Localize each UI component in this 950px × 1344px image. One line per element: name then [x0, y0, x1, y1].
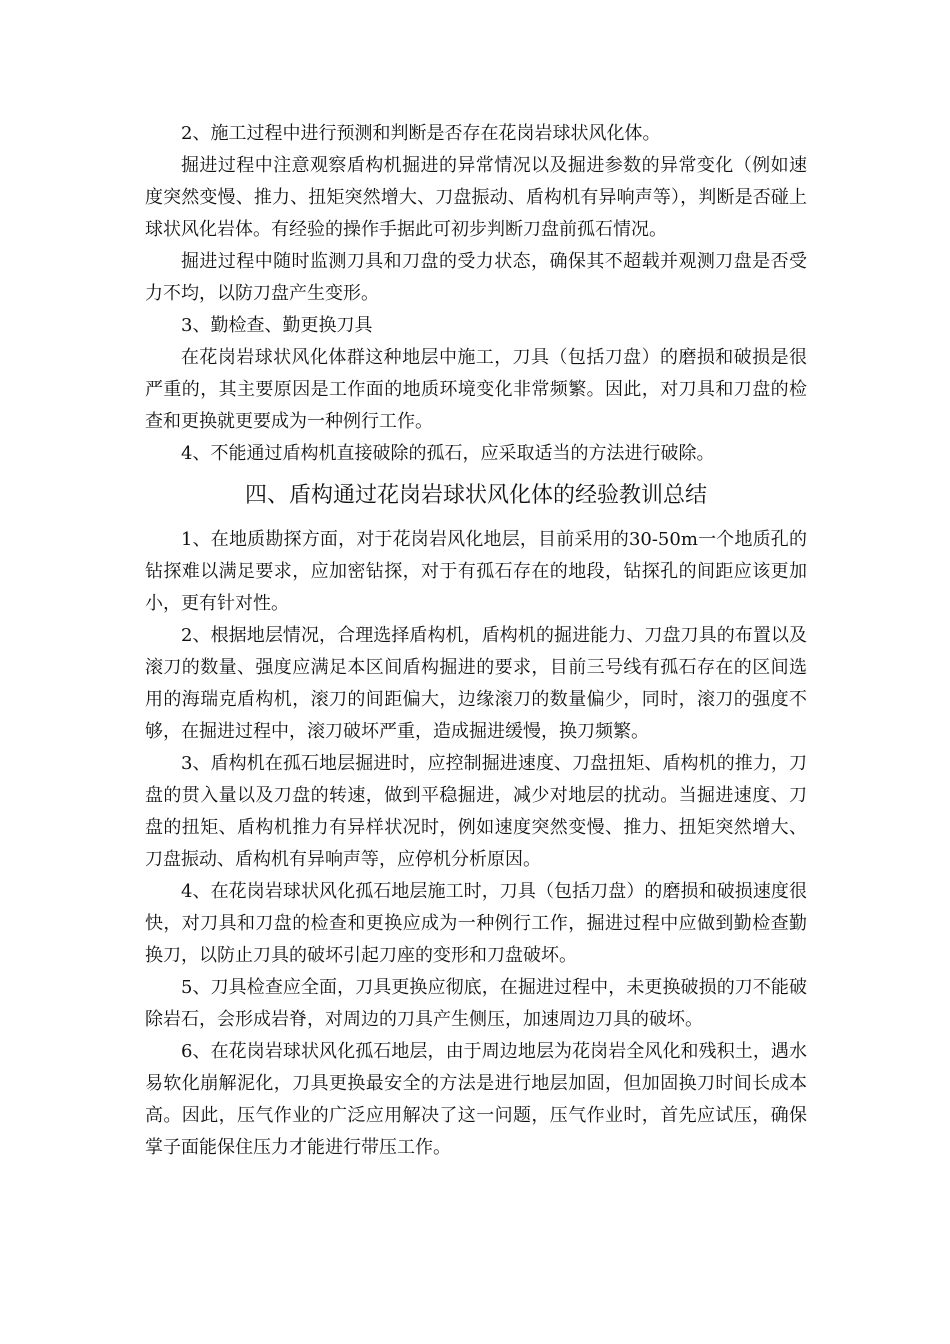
section-heading: 四、盾构通过花岗岩球状风化体的经验教训总结 — [244, 483, 707, 508]
paragraph-lesson-4: 4、在花岗岩球状风化孤石地层施工时，刀具（包括刀盘）的磨损和破损速度很快，对刀具和刀盘的检查和更换应成为一种例行工作，掘进过程中应做到勤检查勤换刀，以防止刀具的破坏引起刀座的变形和刀盘破坏。 — [145, 881, 807, 966]
paragraph-inspection: 在花岗岩球状风化体群这种地层中施工，刀具（包括刀盘）的磨损和破损是很严重的，其主要原因是工作面的地质环境变化非常频繁。因此，对刀具和刀盘的检查和更换就更要成为一种例行工作。 — [145, 347, 807, 432]
paragraph-monitoring: 掘进过程中随时监测刀具和刀盘的受力状态，确保其不超载并观测刀盘是否受力不均，以防刀盘产生变形。 — [145, 251, 807, 304]
paragraph-lesson-6: 6、在花岗岩球状风化孤石地层，由于周边地层为花岗岩全风化和残积土，遇水易软化崩解泥化，刀具更换最安全的方法是进行地层加固，但加固换刀时间长成本高。因此，压气作业的广泛应用解决了这一问题，压气作业时，首先应试压，确保掌子面能保住压力才能进行带压工作。 — [145, 1041, 807, 1158]
paragraph-inspection-heading: 3、勤检查、勤更换刀具 — [181, 315, 373, 336]
paragraph-observation: 掘进过程中注意观察盾构机掘进的异常情况以及掘进参数的异常变化（例如速度突然变慢、推力、扭矩突然增大、刀盘振动、盾构机有异响声等），判断是否碰上球状风化岩体。有经验的操作手据此可初步判断刀盘前孤石情况。 — [145, 155, 807, 240]
document-body — [145, 118, 807, 1164]
paragraph-lesson-5: 5、刀具检查应全面，刀具更换应彻底，在掘进过程中，未更换破损的刀不能破除岩石，会形成岩脊，对周边的刀具产生侧压，加速周边刀具的破坏。 — [145, 977, 807, 1030]
paragraph-prediction-heading: 2、施工过程中进行预测和判断是否存在花岗岩球状风化体。 — [181, 123, 661, 144]
paragraph-boulder-removal: 4、不能通过盾构机直接破除的孤石，应采取适当的方法进行破除。 — [181, 443, 715, 464]
paragraph-lesson-1: 1、在地质勘探方面，对于花岗岩风化地层，目前采用的30-50m一个地质孔的钻探难以满足要求，应加密钻探，对于有孤石存在的地段，钻探孔的间距应该更加小，更有针对性。 — [145, 529, 807, 614]
paragraph-lesson-3: 3、盾构机在孤石地层掘进时，应控制掘进速度、刀盘扭矩、盾构机的推力，刀盘的贯入量以及刀盘的转速，做到平稳掘进，减少对地层的扰动。当掘进速度、刀盘的扭矩、盾构机推力有异样状况时，例如速度突然变慢、推力、扭矩突然增大、刀盘振动、盾构机有异响声等，应停机分析原因。 — [145, 753, 807, 870]
paragraph-lesson-2: 2、根据地层情况，合理选择盾构机，盾构机的掘进能力、刀盘刀具的布置以及滚刀的数量、强度应满足本区间盾构掘进的要求，目前三号线有孤石存在的区间选用的海瑞克盾构机，滚刀的间距偏大，边缘滚刀的数量偏少，同时，滚刀的强度不够，在掘进过程中，滚刀破坏严重，造成掘进缓慢，换刀频繁。 — [145, 625, 807, 742]
